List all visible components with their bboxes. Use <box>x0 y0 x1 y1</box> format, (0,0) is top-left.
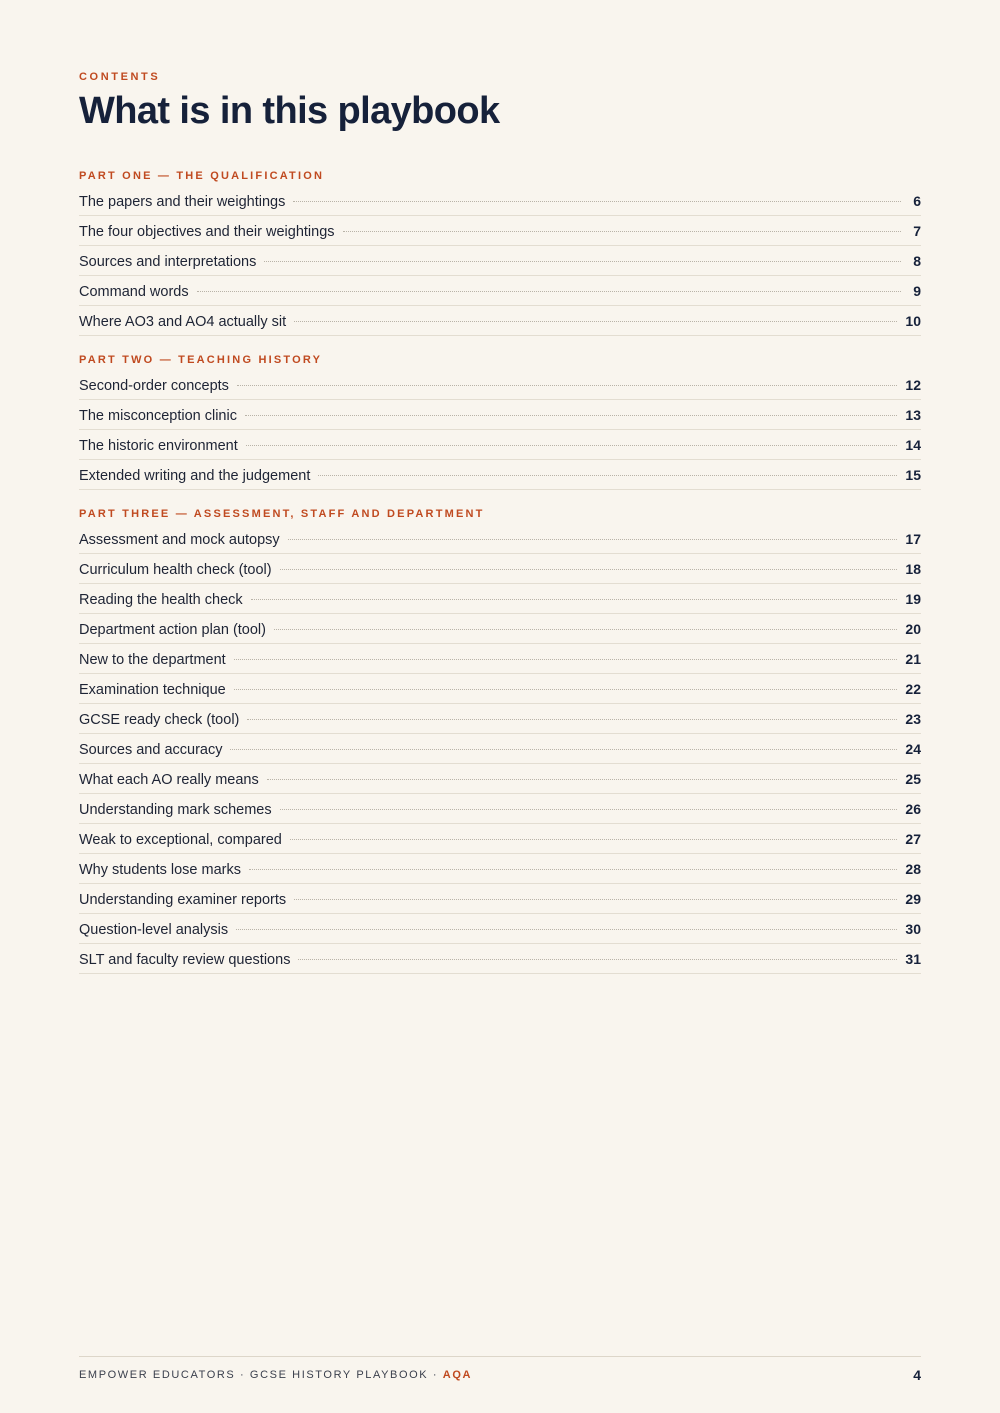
toc-part-two <box>79 354 921 490</box>
entry-title: The historic environment <box>79 438 238 454</box>
toc-entry[interactable] <box>79 644 921 674</box>
toc-entry[interactable] <box>79 914 921 944</box>
entry-page-number: 23 <box>905 711 921 727</box>
part-heading: PART TWO — TEACHING HISTORY <box>79 354 323 366</box>
entry-title: Sources and accuracy <box>79 742 223 758</box>
table-of-contents <box>79 170 921 974</box>
entry-title: Examination technique <box>79 682 226 698</box>
toc-entry[interactable] <box>79 460 921 490</box>
dot-leader <box>234 659 898 660</box>
dot-leader <box>249 869 897 870</box>
entry-page-number: 31 <box>905 951 921 967</box>
entry-title: Where AO3 and AO4 actually sit <box>79 314 287 330</box>
toc-entry[interactable] <box>79 400 921 430</box>
entry-title: Second-order concepts <box>79 378 229 394</box>
entry-page-number: 9 <box>913 283 921 299</box>
entry-page-number: 26 <box>905 801 921 817</box>
toc-entry[interactable] <box>79 884 921 914</box>
dot-leader <box>293 201 901 202</box>
entry-page-number: 21 <box>905 651 921 667</box>
toc-part-three <box>79 508 921 974</box>
entry-title: Understanding mark schemes <box>79 802 272 818</box>
entry-title: The misconception clinic <box>79 408 237 424</box>
toc-entry[interactable] <box>79 704 921 734</box>
entry-page-number: 30 <box>905 921 921 937</box>
entry-page-number: 17 <box>905 531 921 547</box>
dot-leader <box>237 385 898 386</box>
entry-title: Question-level analysis <box>79 922 229 938</box>
footer-board-label: AQA <box>442 1369 473 1381</box>
page-title: What is in this playbook <box>79 90 500 132</box>
footer-text: EMPOWER EDUCATORS · GCSE HISTORY PLAYBOOK · <box>79 1369 443 1381</box>
entry-title: Command words <box>79 284 189 300</box>
entry-title: Assessment and mock autopsy <box>79 532 280 548</box>
dot-leader <box>246 445 898 446</box>
dot-leader <box>290 839 898 840</box>
entry-page-number: 28 <box>905 861 921 877</box>
entry-title: Weak to exceptional, compared <box>79 832 282 848</box>
toc-entry[interactable] <box>79 216 921 246</box>
toc-entry[interactable] <box>79 674 921 704</box>
entry-page-number: 20 <box>905 621 921 637</box>
toc-entry[interactable] <box>79 524 921 554</box>
entry-title: The four objectives and their weightings <box>79 224 335 240</box>
dot-leader <box>267 779 898 780</box>
dot-leader <box>294 899 897 900</box>
entry-page-number: 8 <box>913 253 921 269</box>
entry-page-number: 19 <box>905 591 921 607</box>
dot-leader <box>294 321 897 322</box>
toc-entry[interactable] <box>79 614 921 644</box>
toc-entry[interactable] <box>79 306 921 336</box>
footer-page-number: 4 <box>913 1367 921 1383</box>
toc-entry[interactable] <box>79 734 921 764</box>
toc-entry[interactable] <box>79 764 921 794</box>
dot-leader <box>343 231 901 232</box>
entry-page-number: 25 <box>905 771 921 787</box>
dot-leader <box>280 569 898 570</box>
page-footer <box>79 1356 921 1383</box>
entry-title: Sources and interpretations <box>79 254 257 270</box>
entry-page-number: 6 <box>913 193 921 209</box>
dot-leader <box>318 475 897 476</box>
dot-leader <box>236 929 897 930</box>
entry-title: The papers and their weightings <box>79 194 286 210</box>
entry-page-number: 10 <box>905 313 921 329</box>
entry-title: New to the department <box>79 652 226 668</box>
toc-entry[interactable] <box>79 430 921 460</box>
part-heading: PART ONE — THE QUALIFICATION <box>79 170 325 182</box>
entry-page-number: 29 <box>905 891 921 907</box>
entry-title: SLT and faculty review questions <box>79 952 291 968</box>
dot-leader <box>230 749 897 750</box>
dot-leader <box>264 261 901 262</box>
dot-leader <box>280 809 898 810</box>
toc-entry[interactable] <box>79 246 921 276</box>
dot-leader <box>274 629 897 630</box>
toc-entry[interactable] <box>79 554 921 584</box>
entry-page-number: 22 <box>905 681 921 697</box>
toc-entry[interactable] <box>79 854 921 884</box>
entry-page-number: 27 <box>905 831 921 847</box>
entry-page-number: 12 <box>905 377 921 393</box>
section-kicker: CONTENTS <box>79 71 161 83</box>
entry-title: Understanding examiner reports <box>79 892 287 908</box>
entry-title: Curriculum health check (tool) <box>79 562 272 578</box>
dot-leader <box>245 415 897 416</box>
dot-leader <box>247 719 897 720</box>
dot-leader <box>197 291 901 292</box>
dot-leader <box>288 539 898 540</box>
entry-page-number: 7 <box>913 223 921 239</box>
entry-title: Extended writing and the judgement <box>79 468 311 484</box>
dot-leader <box>234 689 898 690</box>
dot-leader <box>298 959 897 960</box>
toc-entry[interactable] <box>79 824 921 854</box>
entry-page-number: 14 <box>905 437 921 453</box>
entry-title: Department action plan (tool) <box>79 622 266 638</box>
toc-entry[interactable] <box>79 944 921 974</box>
entry-title: Reading the health check <box>79 592 243 608</box>
toc-entry[interactable] <box>79 186 921 216</box>
dot-leader <box>251 599 898 600</box>
part-heading: PART THREE — ASSESSMENT, STAFF AND DEPARTMENT <box>79 508 485 520</box>
entry-page-number: 13 <box>905 407 921 423</box>
toc-part-one <box>79 170 921 336</box>
footer-publication-line <box>79 1369 472 1381</box>
entry-page-number: 18 <box>905 561 921 577</box>
entry-page-number: 24 <box>905 741 921 757</box>
entry-title: GCSE ready check (tool) <box>79 712 240 728</box>
entry-page-number: 15 <box>905 467 921 483</box>
toc-entry[interactable] <box>79 370 921 400</box>
toc-entry[interactable] <box>79 276 921 306</box>
toc-entry[interactable] <box>79 794 921 824</box>
toc-entry[interactable] <box>79 584 921 614</box>
entry-title: What each AO really means <box>79 772 259 788</box>
entry-title: Why students lose marks <box>79 862 241 878</box>
